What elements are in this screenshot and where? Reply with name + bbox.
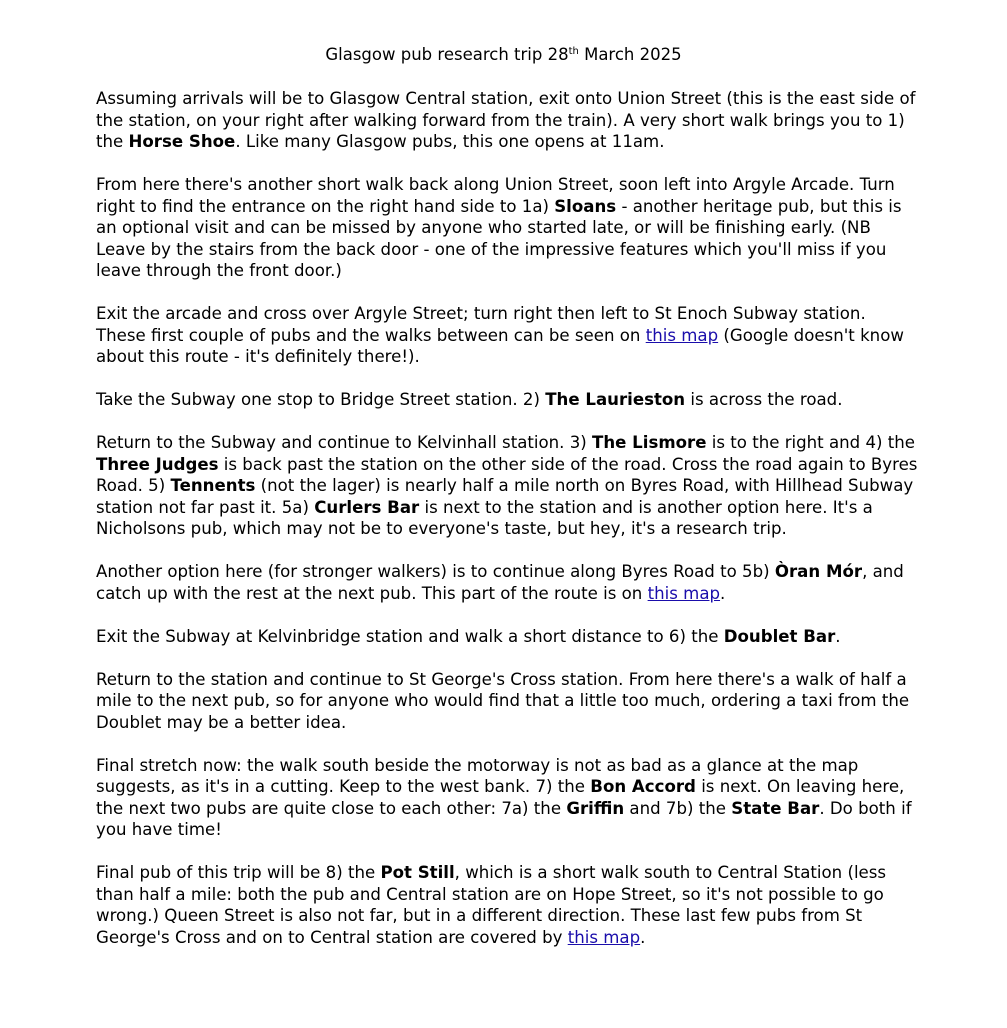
pub-name-three-judges: Three Judges (96, 454, 219, 474)
paragraph-final-stretch (96, 755, 918, 841)
map-link-2[interactable]: this map (647, 583, 721, 603)
title-text: Glasgow pub research trip 28 (325, 45, 569, 64)
title-ordinal: th (568, 46, 579, 57)
paragraph-oran-mor (96, 561, 918, 604)
pub-name-curlers-bar: Curlers Bar (314, 497, 420, 517)
paragraph-final-pub (96, 862, 918, 948)
paragraph-text: Another option here (for stronger walkers) is to continue along Byres Road to 5b) (96, 562, 775, 581)
paragraph-text: Assuming arrivals will be to Glasgow Central station, exit onto Union Street (this is the east side of the station, on your right after walking forward from the train). A very short walk brings you to 1) the (96, 89, 916, 151)
paragraph-text: is next. On leaving here, the next two pubs are quite close to each other: 7a) the (96, 777, 905, 818)
paragraph-text: is across the road. (685, 390, 843, 409)
pub-name-oran-mor: Òran Mór (774, 562, 863, 581)
paragraph-st-enoch (96, 303, 918, 368)
pub-name-horse-shoe: Horse Shoe (128, 132, 236, 151)
pub-name-state-bar: State Bar (731, 798, 820, 818)
paragraph-text: and 7b) the (624, 798, 732, 818)
map-link-3[interactable]: this map (567, 927, 641, 947)
paragraph-kelvinhall (96, 432, 918, 540)
paragraph-text: - another heritage pub, but this is an optional visit and can be missed by anyone who started late, or will be finishing early. (NB Leave by the stairs from the back door - one of the impressive features which you'll miss if you leave through the front door.) (96, 196, 902, 280)
paragraph-text: (not the lager) is nearly half a mile north on Byres Road, with Hillhead Subway station not far past it. 5a) (96, 476, 914, 517)
paragraph-text: , and catch up with the rest at the next pub. This part of the route is on (96, 562, 904, 603)
paragraph-kelvinbridge (96, 626, 918, 648)
paragraph-text: Return to the station and continue to St George's Cross station. From here there's a walk of half a mile to the next pub, so for anyone who would find that a little too much, ordering a taxi from the Doublet may be a better idea. (96, 669, 910, 732)
paragraph-text: , which is a short walk south to Central Station (less than half a mile: both the pub and Central station are on Hope Street, so it's not possible to go wrong.) Queen Street is also not far, but in a different direction. These last few pubs from St George's Cross and on to Central station are covered by (96, 863, 887, 947)
pub-name-laurieston: The Laurieston (545, 390, 686, 409)
paragraph-text: Exit the Subway at Kelvinbridge station and walk a short distance to 6) the (96, 626, 724, 646)
paragraph-sloans (96, 174, 918, 282)
paragraph-text: . (720, 583, 726, 603)
pub-name-lismore: The Lismore (592, 433, 707, 452)
paragraph-text: Take the Subway one stop to Bridge Street station. 2) (96, 390, 546, 409)
title-date-rest: March 2025 (578, 45, 682, 64)
paragraph-text: (Google doesn't know about this route - it's definitely there!). (96, 325, 904, 366)
paragraph-text: . Like many Glasgow pubs, this one opens at 11am. (235, 132, 665, 151)
paragraph-text: is to the right and 4) the (706, 433, 915, 452)
paragraph-text: is back past the station on the other side of the road. Cross the road again to Byres Road. 5) (96, 454, 918, 495)
paragraph-text: . (835, 626, 841, 646)
map-link-1[interactable]: this map (645, 325, 719, 345)
pub-name-sloans: Sloans (554, 196, 617, 216)
pub-name-tennents: Tennents (170, 476, 256, 495)
paragraph-st-georges-cross (96, 669, 918, 734)
paragraph-text: is next to the station and is another option here. It's a Nicholsons pub, which may not be to everyone's taste, but hey, it's a research trip. (96, 497, 873, 538)
pub-name-griffin: Griffin (566, 798, 625, 818)
paragraph-text: . Do both if you have time! (96, 798, 912, 839)
page-title (0, 44, 1007, 66)
paragraph-text: Final stretch now: the walk south beside the motorway is not as bad as a glance at the map suggests, as it's in a cutting. Keep to the west bank. 7) the (96, 755, 859, 796)
paragraph-text: Exit the arcade and cross over Argyle Street; turn right then left to St Enoch Subway station. These first couple of pubs and the walks between can be seen on (96, 304, 866, 345)
paragraph-text: Final pub of this trip will be 8) the (96, 863, 381, 882)
paragraph-text: . (640, 927, 646, 947)
paragraph-laurieston (96, 389, 918, 411)
document-body (96, 88, 918, 970)
pub-name-doublet-bar: Doublet Bar (723, 626, 836, 646)
paragraph-text: Return to the Subway and continue to Kelvinhall station. 3) (96, 433, 593, 452)
pub-name-pot-still: Pot Still (380, 863, 455, 882)
pub-name-bon-accord: Bon Accord (590, 777, 696, 796)
paragraph-arrival (96, 88, 918, 153)
paragraph-text: From here there's another short walk back along Union Street, soon left into Argyle Arcade. Turn right to find the entrance on the right hand side to 1a) (96, 175, 895, 216)
